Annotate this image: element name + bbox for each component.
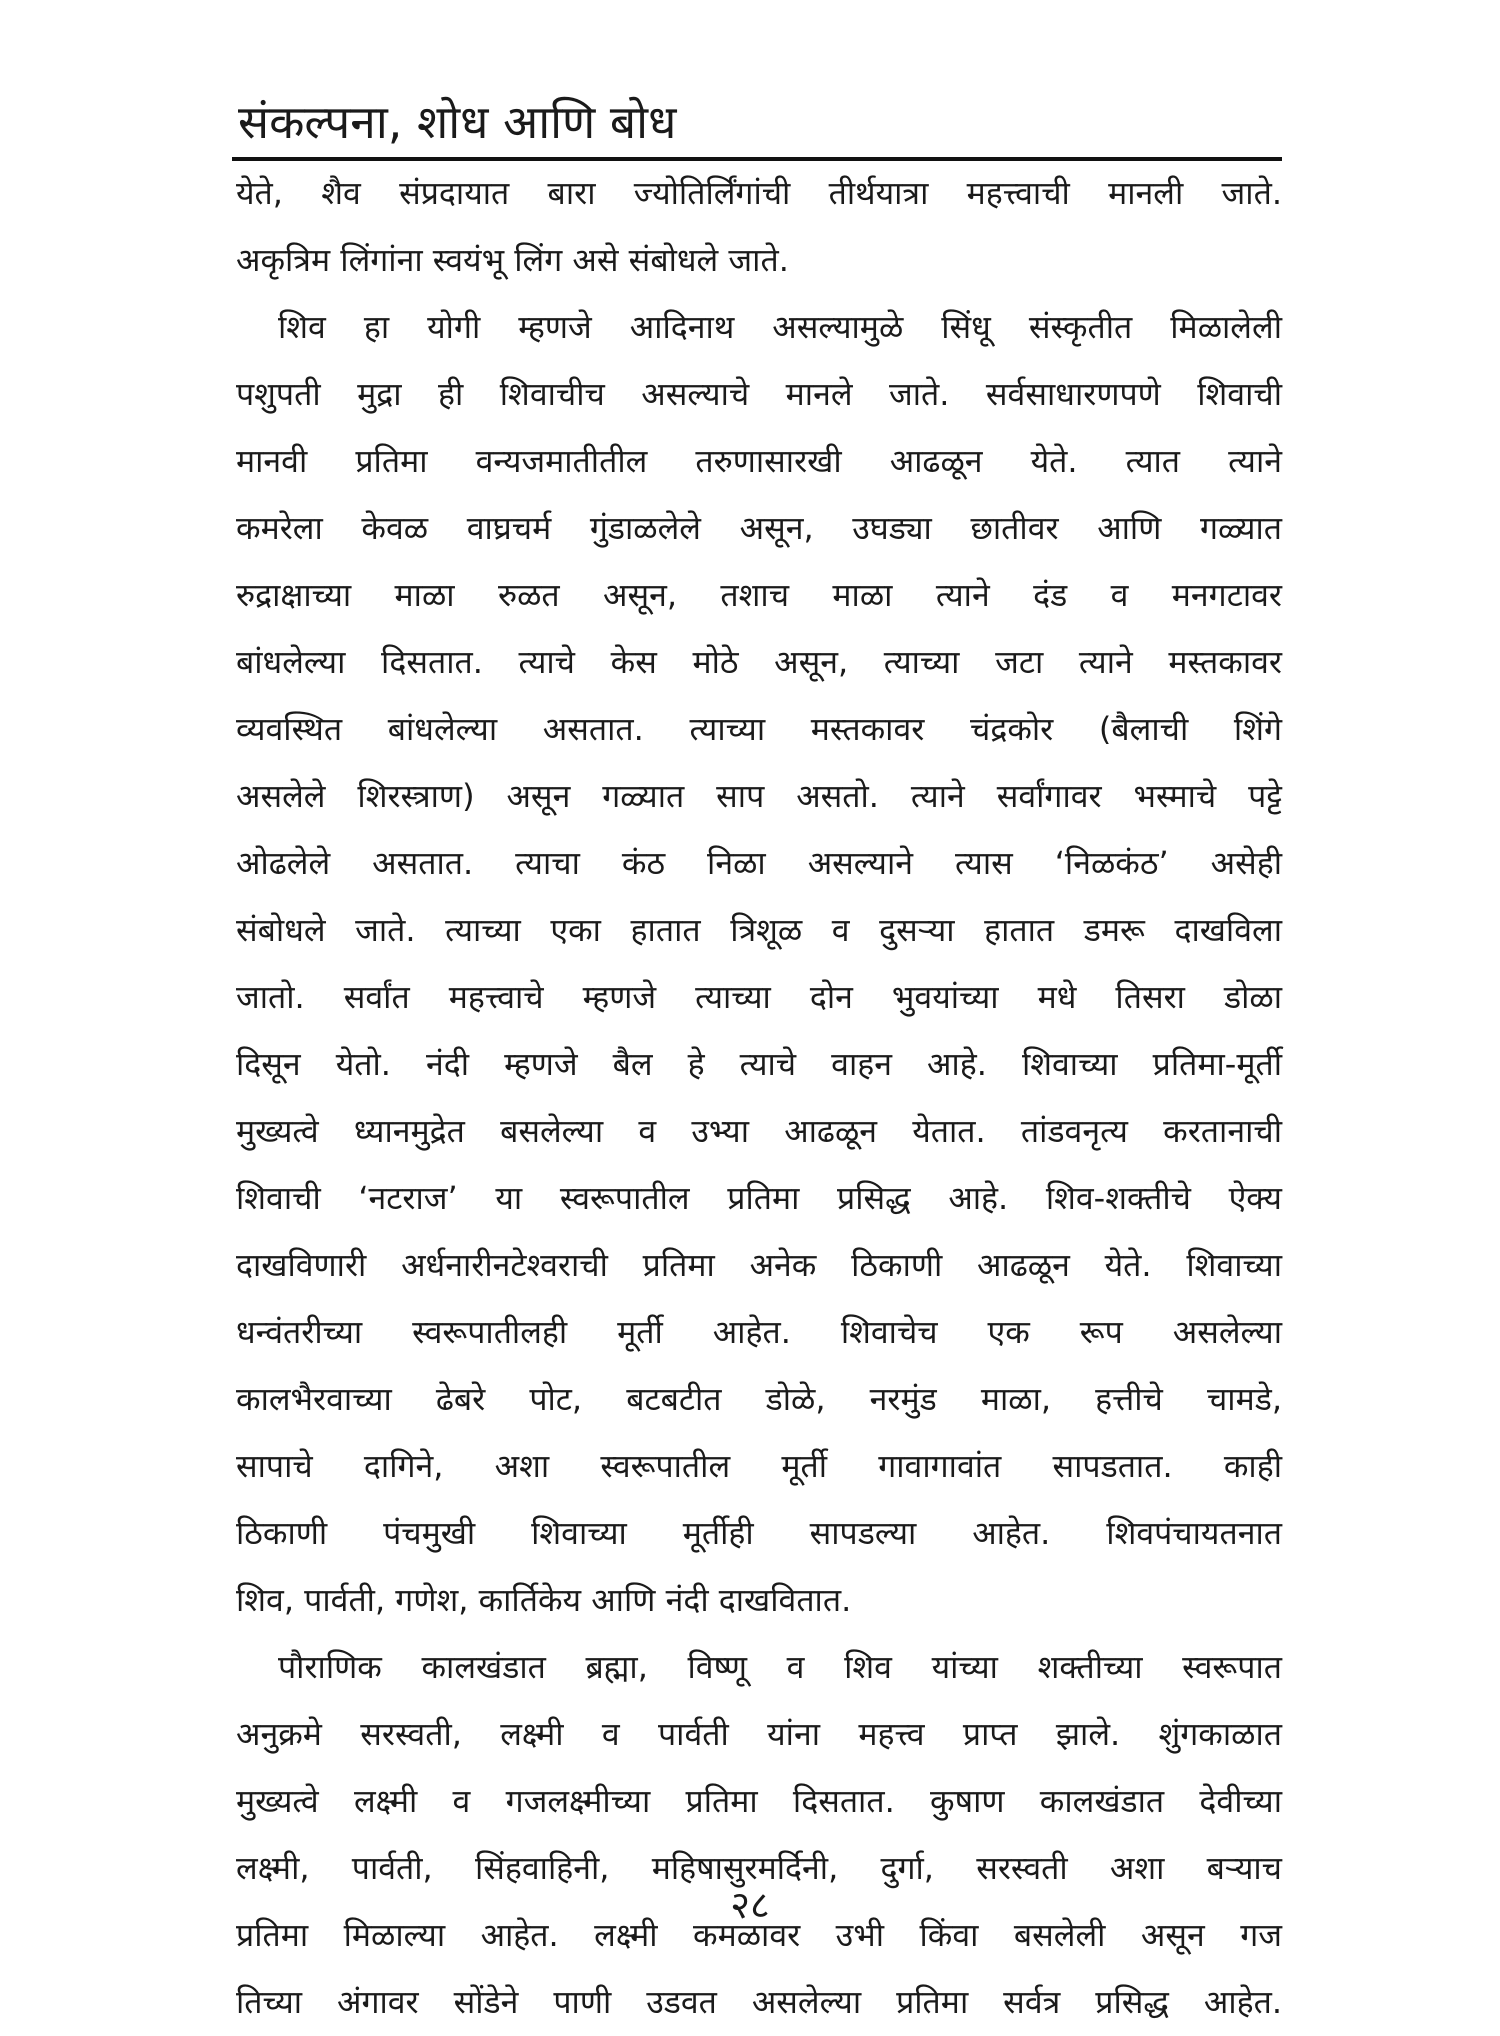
- text-line: बांधलेल्या दिसतात. त्याचे केस मोठे असून, त्याच्या जटा त्याने मस्तकावर: [236, 643, 1282, 681]
- text-line: मुख्यत्वे लक्ष्मी व गजलक्ष्मीच्या प्रतिमा दिसतात. कुषाण कालखंडात देवीच्या: [236, 1782, 1282, 1820]
- text-line: शिव, पार्वती, गणेश, कार्तिकेय आणि नंदी दाखवितात.: [236, 1581, 852, 1619]
- text-line: पशुपती मुद्रा ही शिवाचीच असल्याचे मानले जाते. सर्वसाधारणपणे शिवाची: [236, 375, 1282, 413]
- running-header-title: संकल्पना, शोध आणि बोध: [238, 95, 677, 149]
- text-line: जातो. सर्वांत महत्त्वाचे म्हणजे त्याच्या दोन भुवयांच्या मधे तिसरा डोळा: [236, 978, 1282, 1016]
- text-line: रुद्राक्षाच्या माळा रुळत असून, तशाच माळा त्याने दंड व मनगटावर: [236, 576, 1282, 614]
- text-line: संबोधले जाते. त्याच्या एका हातात त्रिशूळ व दुसऱ्या हातात डमरू दाखविला: [236, 911, 1282, 949]
- paragraph-first-line: पौराणिक कालखंडात ब्रह्मा, विष्णू व शिव यांच्या शक्तीच्या स्वरूपात: [278, 1648, 1282, 1686]
- text-line: मानवी प्रतिमा वन्यजमातीतील तरुणासारखी आढळून येते. त्यात त्याने: [236, 442, 1282, 480]
- paragraph-first-line: शिव हा योगी म्हणजे आदिनाथ असल्यामुळे सिंधू संस्कृतीत मिळालेली: [278, 308, 1282, 346]
- text-line: कमरेला केवळ वाघ्रचर्म गुंडाळलेले असून, उघड्या छातीवर आणि गळ्यात: [236, 509, 1282, 547]
- text-line: अनुक्रमे सरस्वती, लक्ष्मी व पार्वती यांना महत्त्व प्राप्त झाले. शुंगकाळात: [236, 1715, 1282, 1753]
- text-line: दाखविणारी अर्धनारीनटेश्वराची प्रतिमा अनेक ठिकाणी आढळून येते. शिवाच्या: [236, 1246, 1282, 1284]
- text-line: तिच्या अंगावर सोंडेने पाणी उडवत असलेल्या प्रतिमा सर्वत्र प्रसिद्ध आहेत.: [236, 1983, 1282, 2021]
- text-line: ओढलेले असतात. त्याचा कंठ निळा असल्याने त्यास ‘निळकंठ’ असेही: [236, 844, 1282, 882]
- text-line: येते, शैव संप्रदायात बारा ज्योतिर्लिंगांची तीर्थयात्रा महत्त्वाची मानली जाते.: [236, 174, 1282, 212]
- text-line: असलेले शिरस्त्राण) असून गळ्यात साप असतो. त्याने सर्वांगावर भस्माचे पट्टे: [236, 777, 1282, 815]
- text-line: धन्वंतरीच्या स्वरूपातीलही मूर्ती आहेत. शिवाचेच एक रूप असलेल्या: [236, 1313, 1282, 1351]
- text-line: व्यवस्थित बांधलेल्या असतात. त्याच्या मस्तकावर चंद्रकोर (बैलाची शिंगे: [236, 710, 1282, 748]
- text-line: दिसून येतो. नंदी म्हणजे बैल हे त्याचे वाहन आहे. शिवाच्या प्रतिमा-मूर्ती: [236, 1045, 1282, 1083]
- text-line: प्रतिमा मिळाल्या आहेत. लक्ष्मी कमळावर उभी किंवा बसलेली असून गज: [236, 1916, 1282, 1954]
- body-text: [236, 160, 1282, 2036]
- text-line: ठिकाणी पंचमुखी शिवाच्या मूर्तीही सापडल्या आहेत. शिवपंचायतनात: [236, 1514, 1282, 1552]
- text-line: मुख्यत्वे ध्यानमुद्रेत बसलेल्या व उभ्या आढळून येतात. तांडवनृत्य करतानाची: [236, 1112, 1282, 1150]
- text-line: शिवाची ‘नटराज’ या स्वरूपातील प्रतिमा प्रसिद्ध आहे. शिव-शक्तीचे ऐक्य: [236, 1179, 1282, 1217]
- text-line: सापाचे दागिने, अशा स्वरूपातील मूर्ती गावागावांत सापडतात. काही: [236, 1447, 1282, 1485]
- page-number: २८: [730, 1883, 770, 1927]
- text-line: कालभैरवाच्या ढेबरे पोट, बटबटीत डोळे, नरमुंड माळा, हत्तीचे चामडे,: [236, 1380, 1282, 1418]
- text-line: अकृत्रिम लिंगांना स्वयंभू लिंग असे संबोधले जाते.: [236, 241, 789, 279]
- text-line: लक्ष्मी, पार्वती, सिंहवाहिनी, महिषासुरमर्दिनी, दुर्गा, सरस्वती अशा बऱ्याच: [236, 1849, 1282, 1887]
